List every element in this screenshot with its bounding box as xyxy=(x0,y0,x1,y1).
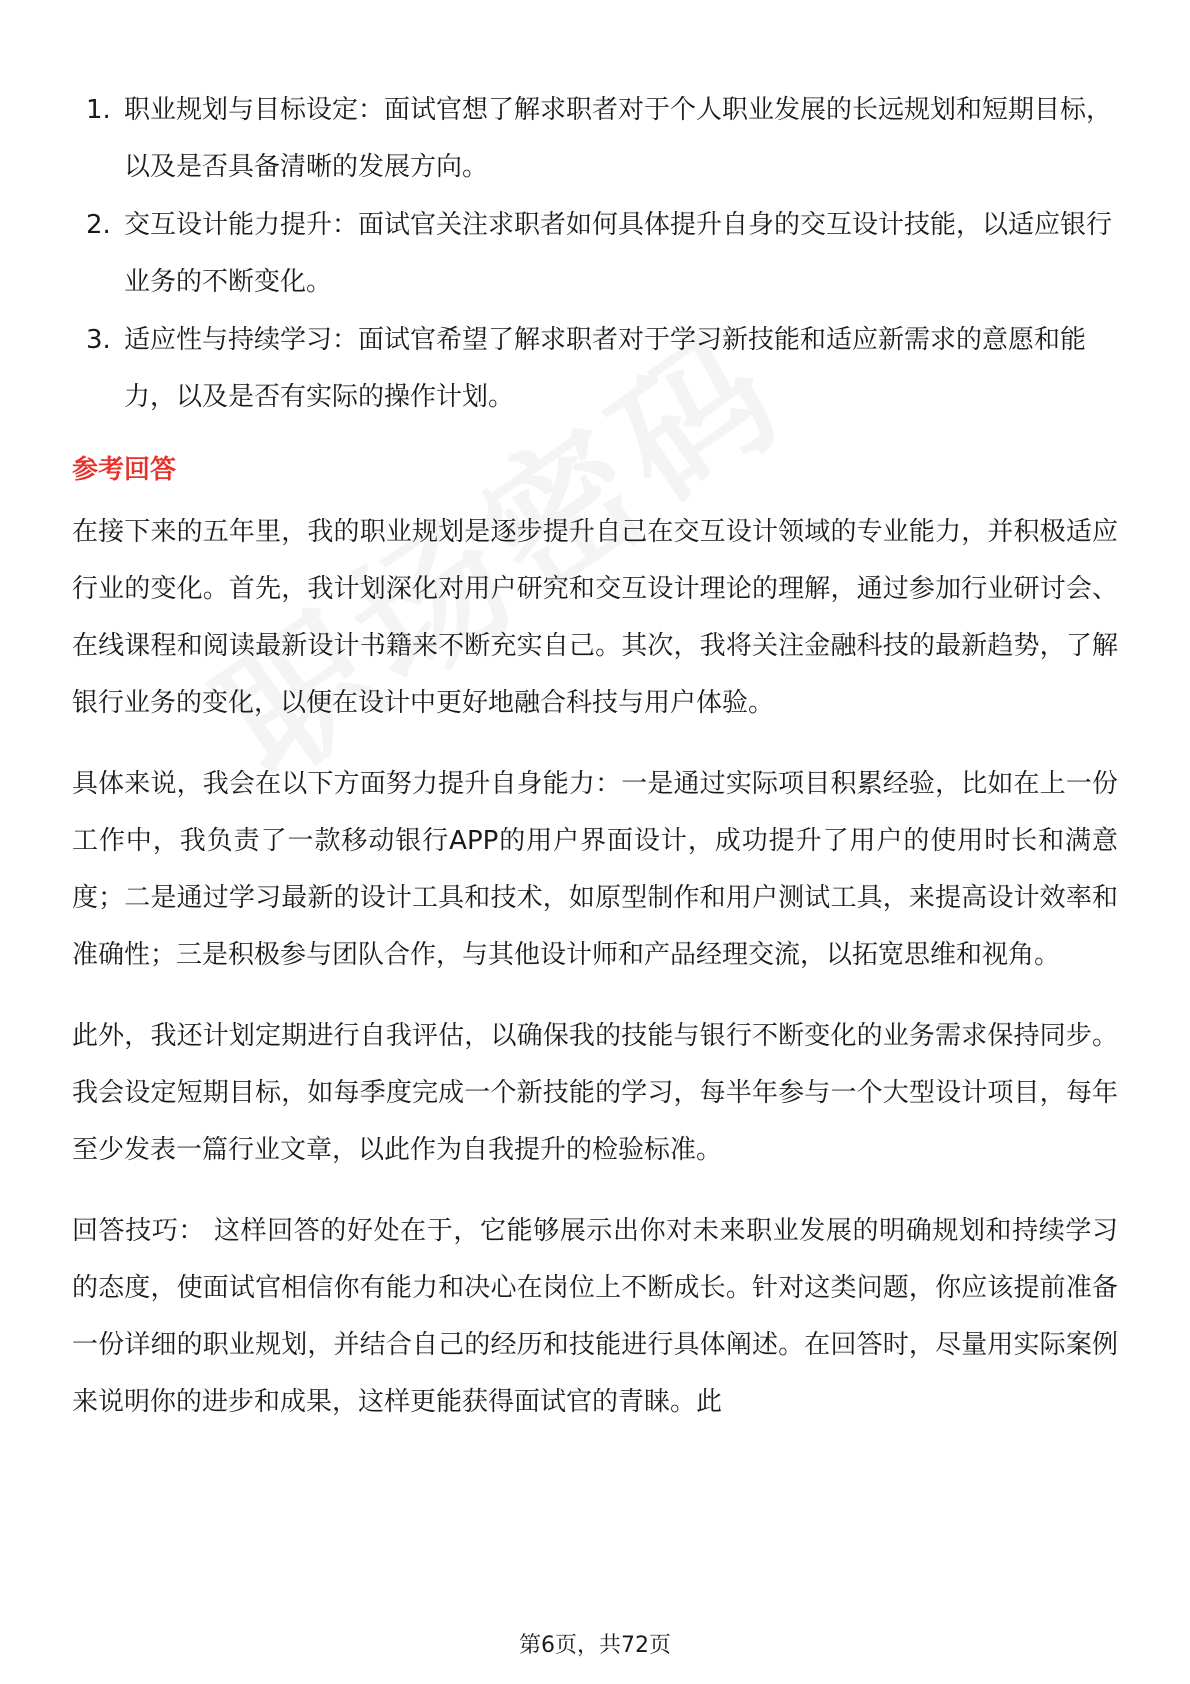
page-footer: 第6页，共72页 xyxy=(519,1633,671,1658)
paragraph: 具体来说，我会在以下方面努力提升自身能力：一是通过实际项目积累经验，比如在上一份工作中，我负责了一款移动银行APP的用户界面设计，成功提升了用户的使用时长和满意度；二是通过学习最新的设计工具和技术，如原型制作和用户测试工具，来提高设计效率和准确性；三是积极参与团队合作，与其他设计师和产品经理交流，以拓宽思维和视角。 xyxy=(72,769,1118,970)
section-heading: 参考回答 xyxy=(72,455,177,485)
paragraph: 回答技巧： 这样回答的好处在于，它能够展示出你对未来职业发展的明确规划和持续学习的态度，使面试官相信你有能力和决心在岗位上不断成长。针对这类问题，你应该提前准备一份详细的职业规划，并结合自己的经历和技能进行具体阐述。在回答时，尽量用实际案例来说明你的进步和成果，这样更能获得面试官的青睐。此 xyxy=(72,1216,1118,1417)
list-item-number: 2. xyxy=(86,210,111,240)
list-item-text: 职业规划与目标设定：面试官想了解求职者对于个人职业发展的长远规划和短期目标，以及是否具备清晰的发展方向。 xyxy=(124,95,1113,182)
list-item xyxy=(72,82,1118,196)
list-item xyxy=(72,197,1118,311)
list-item-number: 1. xyxy=(86,95,111,125)
paragraph: 在接下来的五年里，我的职业规划是逐步提升自己在交互设计领域的专业能力，并积极适应行业的变化。首先，我计划深化对用户研究和交互设计理论的理解，通过参加行业研讨会、在线课程和阅读最新设计书籍来不断充实自己。其次，我将关注金融科技的最新趋势，了解银行业务的变化，以便在设计中更好地融合科技与用户体验。 xyxy=(72,517,1118,718)
list-item-number: 3. xyxy=(86,325,111,355)
focus-list xyxy=(72,82,1118,426)
list-item-text: 适应性与持续学习：面试官希望了解求职者对于学习新技能和适应新需求的意愿和能力，以及是否有实际的操作计划。 xyxy=(124,325,1087,412)
paragraph: 此外，我还计划定期进行自我评估，以确保我的技能与银行不断变化的业务需求保持同步。我会设定短期目标，如每季度完成一个新技能的学习，每半年参与一个大型设计项目，每年至少发表一篇行业文章，以此作为自我提升的检验标准。 xyxy=(72,1021,1118,1165)
list-item xyxy=(72,312,1118,426)
page-content xyxy=(72,82,1118,1455)
list-item-text: 交互设计能力提升：面试官关注求职者如何具体提升自身的交互设计技能，以适应银行业务的不断变化。 xyxy=(124,210,1113,297)
